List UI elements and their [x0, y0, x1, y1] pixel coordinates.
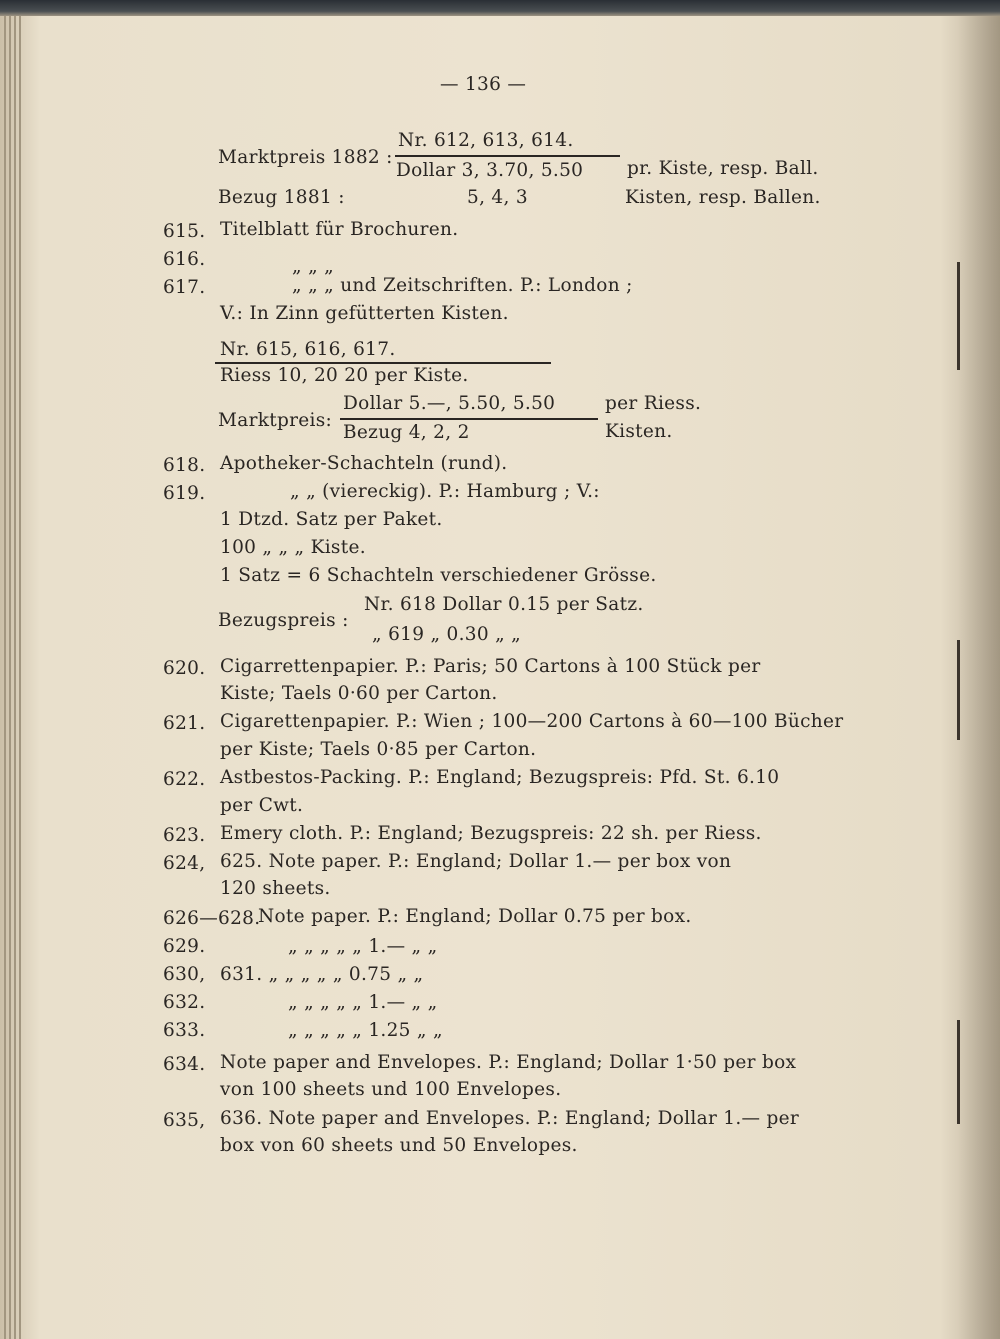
header-numbers: Nr. 612, 613, 614. — [398, 130, 574, 151]
entry-text: 100 „ „ „ Kiste. — [220, 537, 366, 558]
entry-text: Cigarrettenpapier. P.: Paris; 50 Cartons à 100 Stück per — [220, 656, 761, 677]
entry-number: 617. — [163, 277, 206, 298]
entry-number: 633. — [163, 1020, 206, 1041]
bezugspreis-line: Nr. 618 Dollar 0.15 per Satz. — [364, 594, 644, 615]
entry-number: 630, — [163, 964, 206, 985]
entry-text: 1 Satz = 6 Schachteln verschiedener Grösse. — [220, 565, 657, 586]
entry-text: Apotheker-Schachteln (rund). — [220, 453, 508, 474]
margin-mark — [957, 262, 960, 370]
bezug-values: Bezug 4, 2, 2 — [343, 422, 470, 443]
entry-text: Cigarettenpapier. P.: Wien ; 100—200 Cartons à 60—100 Bücher — [220, 711, 844, 732]
margin-mark — [957, 640, 960, 740]
page-edge-line — [9, 16, 11, 1339]
entry-text: 631. „ „ „ „ „ 0.75 „ „ — [220, 964, 424, 985]
bezugspreis-label: Bezugspreis : — [218, 610, 349, 631]
entry-number: 634. — [163, 1054, 206, 1075]
price-unit: pr. Kiste, resp. Ball. — [627, 158, 819, 179]
dollar-values: Dollar 5.—, 5.50, 5.50 — [343, 393, 556, 414]
entry-number: 632. — [163, 992, 206, 1013]
entry-number: 620. — [163, 658, 206, 679]
entry-number: 615. — [163, 221, 206, 242]
entry-text: Note paper and Envelopes. P.: England; Dollar 1·50 per box — [220, 1052, 797, 1073]
entry-text: V.: In Zinn gefütterten Kisten. — [220, 303, 509, 324]
entry-text: „ „ „ „ „ 1.— „ „ — [288, 992, 438, 1013]
entry-number: 629. — [163, 936, 206, 957]
book-cover-edge — [0, 0, 1000, 16]
entry-number: 624, — [163, 853, 206, 874]
entry-text: „ „ (viereckig). P.: Hamburg ; V.: — [290, 481, 600, 502]
bezug-label: Bezug 1881 : — [218, 187, 345, 208]
page-number: — 136 — — [440, 74, 527, 95]
entry-text: „ „ „ und Zeitschriften. P.: London ; — [292, 275, 633, 296]
bezug-unit: Kisten. — [605, 421, 673, 442]
entry-text: Emery cloth. P.: England; Bezugspreis: 22 sh. per Riess. — [220, 823, 762, 844]
entry-text: Note paper. P.: England; Dollar 0.75 per box. — [258, 906, 692, 927]
entry-text: 120 sheets. — [220, 878, 331, 899]
page-edge-line — [4, 16, 6, 1339]
entry-text: 1 Dtzd. Satz per Paket. — [220, 509, 443, 530]
entry-number: 616. — [163, 249, 206, 270]
table-header: Nr. 615, 616, 617. — [220, 339, 396, 360]
entry-number: 621. — [163, 713, 206, 734]
price-label: Marktpreis 1882 : — [218, 147, 393, 168]
entry-number: 623. — [163, 825, 206, 846]
entry-text: „ „ „ „ „ 1.25 „ „ — [288, 1020, 443, 1041]
page-edge-line — [19, 16, 21, 1339]
entry-number: 619. — [163, 483, 206, 504]
entry-text: per Kiste; Taels 0·85 per Carton. — [220, 739, 537, 760]
bezugspreis-line: „ 619 „ 0.30 „ „ — [372, 624, 522, 645]
dollar-unit: per Riess. — [605, 393, 702, 414]
page-edge-line — [14, 16, 16, 1339]
entry-text: „ „ „ „ „ 1.— „ „ — [288, 936, 438, 957]
bezug-values: 5, 4, 3 — [467, 187, 528, 208]
book-gutter-shadow — [958, 16, 1000, 1339]
entry-text: Kiste; Taels 0·60 per Carton. — [220, 683, 498, 704]
entry-number: 626—628. — [163, 908, 261, 929]
entry-number: 618. — [163, 455, 206, 476]
marktpreis-label: Marktpreis: — [218, 410, 333, 431]
entry-text: per Cwt. — [220, 795, 304, 816]
fraction-rule — [395, 155, 620, 157]
entry-text: 625. Note paper. P.: England; Dollar 1.— per box von — [220, 851, 732, 872]
table-row: Riess 10, 20 20 per Kiste. — [220, 365, 469, 386]
margin-mark — [957, 1020, 960, 1124]
table-rule — [215, 362, 551, 364]
entry-text: 636. Note paper and Envelopes. P.: England; Dollar 1.— per — [220, 1108, 800, 1129]
entry-text: box von 60 sheets und 50 Envelopes. — [220, 1135, 578, 1156]
bezug-unit: Kisten, resp. Ballen. — [625, 187, 821, 208]
entry-text: Astbestos-Packing. P.: England; Bezugspreis: Pfd. St. 6.10 — [220, 767, 780, 788]
fraction-rule — [340, 418, 598, 420]
price-values: Dollar 3, 3.70, 5.50 — [396, 160, 584, 181]
entry-text: von 100 sheets und 100 Envelopes. — [220, 1079, 562, 1100]
entry-text: Titelblatt für Brochuren. — [220, 219, 459, 240]
entry-number: 635, — [163, 1110, 206, 1131]
entry-text: „ „ „ — [292, 256, 335, 277]
entry-number: 622. — [163, 769, 206, 790]
